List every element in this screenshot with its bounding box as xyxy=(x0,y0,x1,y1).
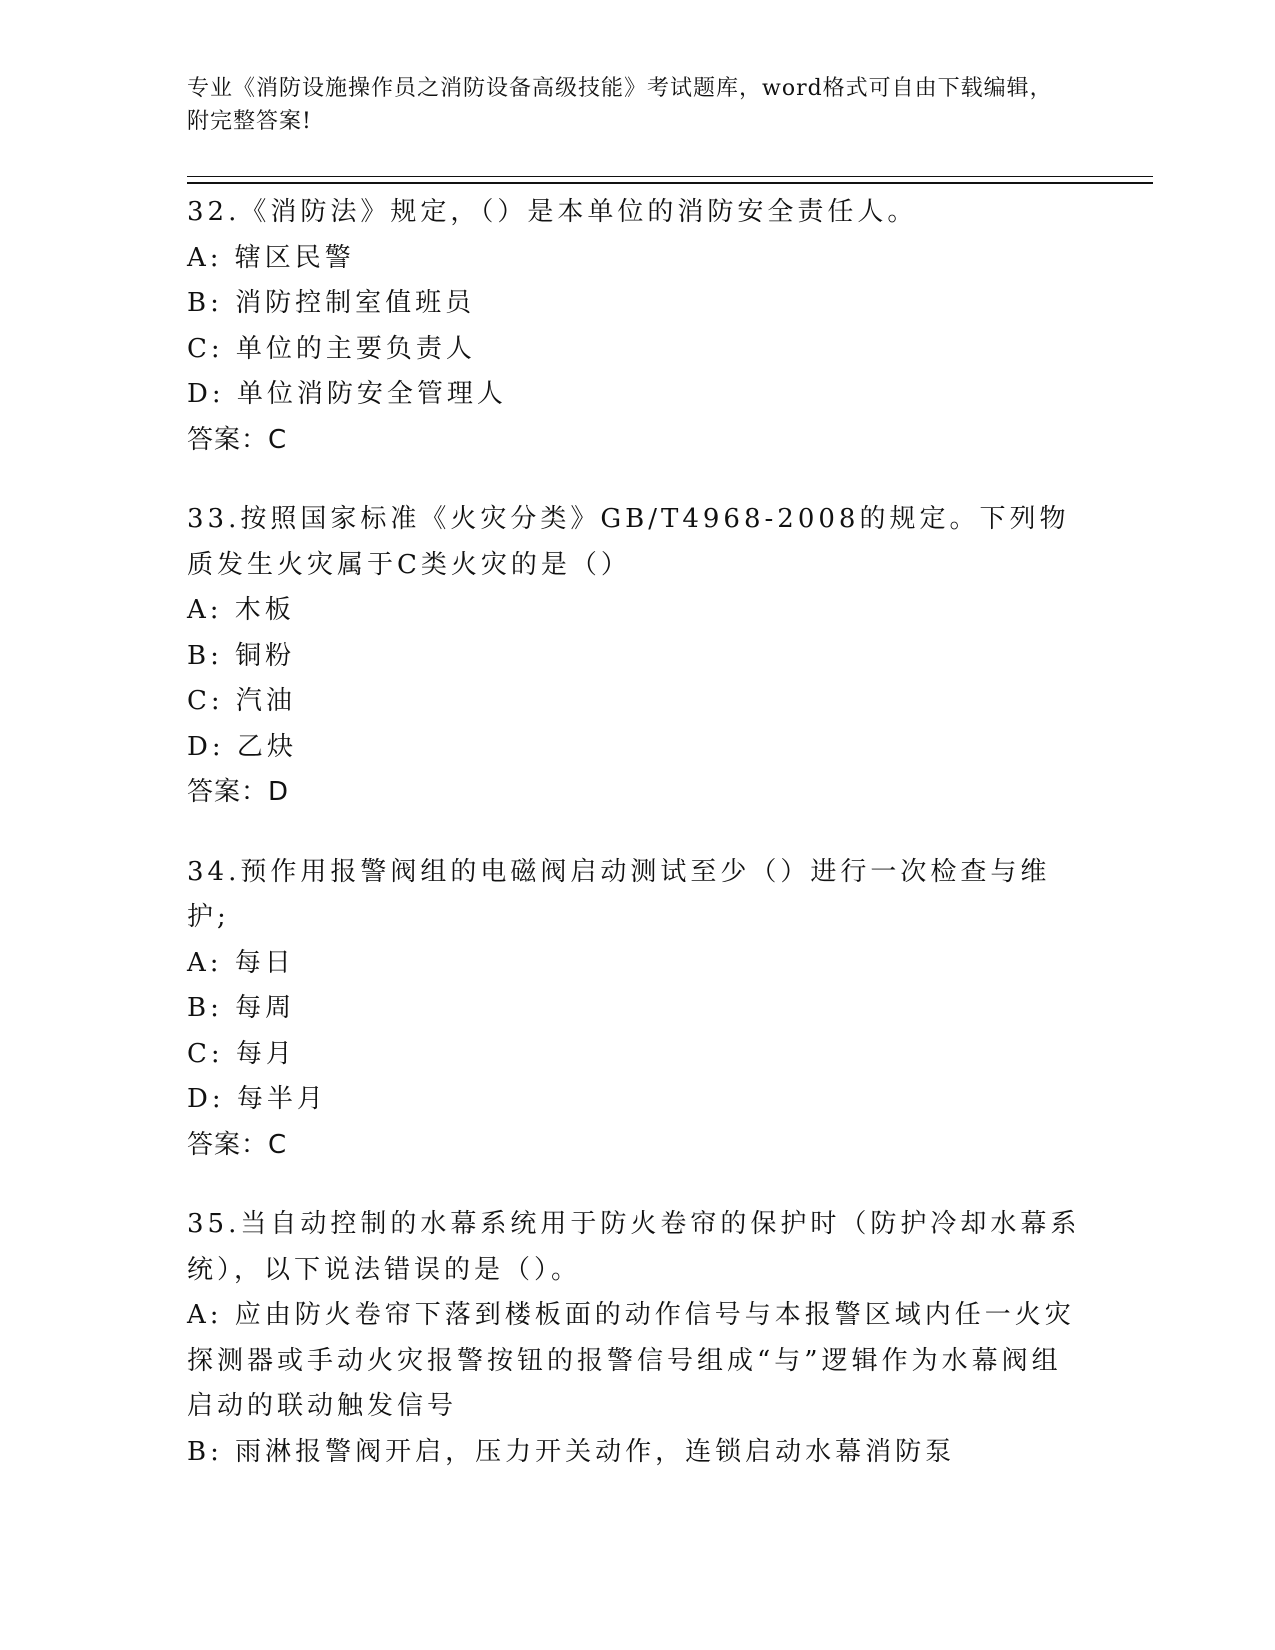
option-c: C: 每月 xyxy=(187,1038,296,1069)
option-d: D: 乙炔 xyxy=(187,731,297,762)
option-a: A: 应由防火卷帘下落到楼板面的动作信号与本报警区域内任一火灾探测器或手动火灾报警按钮的报警信号组成“与”逻辑作为水幕阀组启动的联动触发信号 xyxy=(187,1300,1075,1421)
option-d: D: 每半月 xyxy=(187,1084,327,1114)
question-32 xyxy=(187,190,1087,463)
question-35 xyxy=(187,1202,1087,1475)
option-c: C: 汽油 xyxy=(187,686,296,716)
question-stem: 32.《消防法》规定，（）是本单位的消防安全责任人。 xyxy=(187,197,918,227)
option-a: A: 每日 xyxy=(187,947,295,978)
option-a: A: 木板 xyxy=(187,595,295,625)
question-stem: 33.按照国家标准《火灾分类》GB/T4968-2008的规定。下列物质发生火灾属于C类火灾的是（） xyxy=(187,504,1070,580)
option-d: D: 单位消防安全管理人 xyxy=(187,379,507,409)
question-33 xyxy=(187,497,1087,816)
option-b: B: 雨淋报警阀开启，压力开关动作，连锁启动水幕消防泵 xyxy=(187,1436,956,1467)
answer: 答案：C xyxy=(187,1129,288,1160)
header-divider xyxy=(187,176,1153,184)
question-stem: 35.当自动控制的水幕系统用于防火卷帘的保护时（防护冷却水幕系统），以下说法错误的是（）。 xyxy=(187,1209,1081,1285)
option-a: A: 辖区民警 xyxy=(187,242,355,273)
answer: 答案：C xyxy=(187,424,288,455)
option-b: B: 铜粉 xyxy=(187,640,296,671)
answer: 答案：D xyxy=(187,777,290,807)
option-c: C: 单位的主要负责人 xyxy=(187,333,476,364)
document-header: 专业《消防设施操作员之消防设备高级技能》考试题库，word格式可自由下载编辑，附完整答案! xyxy=(187,76,1053,134)
option-b: B: 消防控制室值班员 xyxy=(187,288,476,318)
option-b: B: 每周 xyxy=(187,993,296,1023)
question-stem: 34.预作用报警阀组的电磁阀启动测试至少（）进行一次检查与维护; xyxy=(187,856,1051,932)
question-34 xyxy=(187,850,1087,1169)
question-list xyxy=(187,190,1087,1509)
